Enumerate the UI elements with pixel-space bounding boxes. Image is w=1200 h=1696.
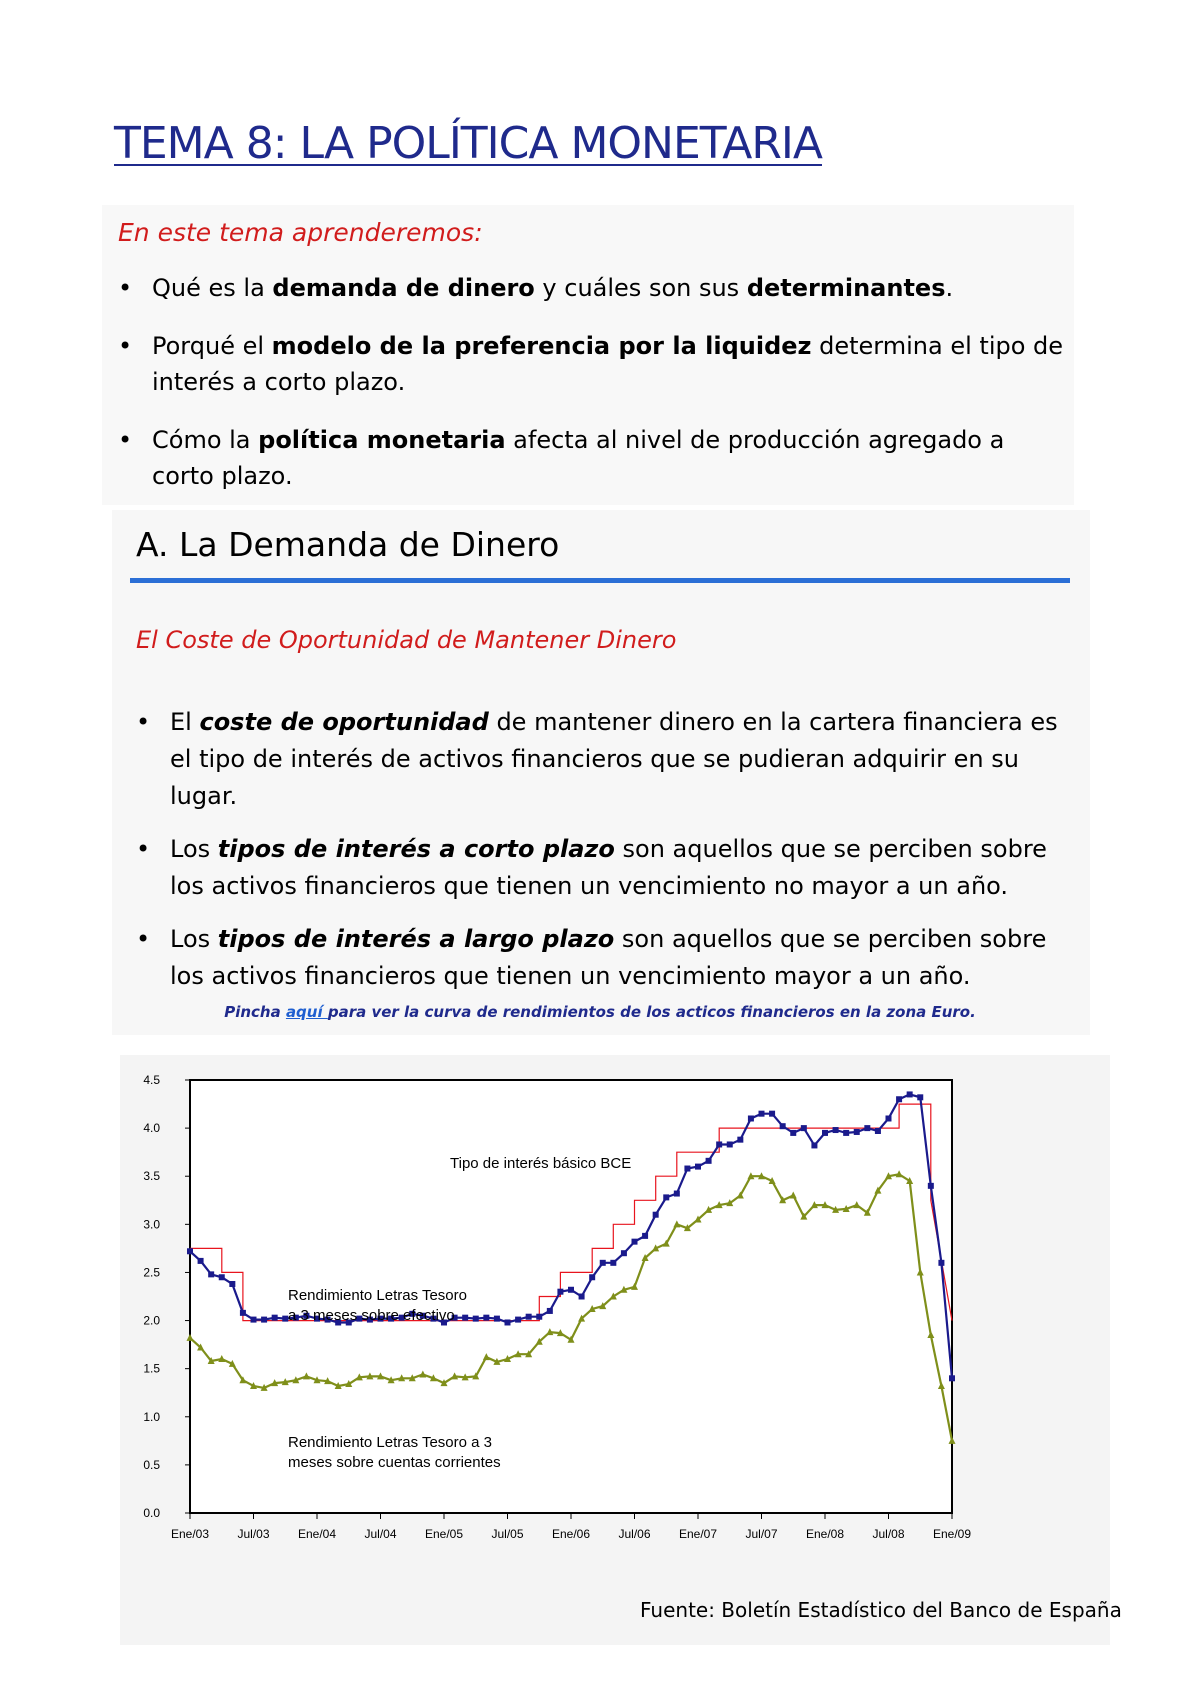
bullet-text-run: modelo de la preferencia por la liquidez xyxy=(271,332,812,360)
data-point xyxy=(727,1141,733,1147)
data-point xyxy=(769,1111,775,1117)
data-point xyxy=(759,1111,765,1117)
x-tick-label: Ene/05 xyxy=(424,1527,464,1541)
y-tick-label: 4.0 xyxy=(143,1121,160,1136)
data-point xyxy=(198,1258,204,1264)
y-tick-label: 4.5 xyxy=(143,1073,160,1087)
data-point xyxy=(505,1319,511,1325)
y-tick-label: 0.0 xyxy=(143,1506,160,1520)
yield-curve-link[interactable]: aquí xyxy=(285,1003,328,1021)
bullet-text-run: Los xyxy=(170,835,218,863)
data-point xyxy=(642,1233,648,1239)
data-point xyxy=(907,1091,913,1097)
bullet-text-run: Qué es la xyxy=(152,274,273,302)
data-point xyxy=(526,1314,532,1320)
chart-annotation: Rendimiento Letras Tesoro xyxy=(288,1287,467,1304)
data-point xyxy=(695,1164,701,1170)
bullet-item xyxy=(118,422,1068,494)
data-point xyxy=(864,1125,870,1131)
bullet-text-run: determina el tipo de interés a corto plazo. xyxy=(152,332,1064,396)
y-tick-label: 2.0 xyxy=(143,1313,160,1328)
data-point xyxy=(579,1294,585,1300)
x-tick-label: Jul/06 xyxy=(618,1527,651,1541)
x-tick-label: Ene/08 xyxy=(805,1527,845,1541)
data-point xyxy=(780,1123,786,1129)
data-point xyxy=(632,1239,638,1245)
bullet-text-run: de mantener dinero en la cartera financiera es el tipo de interés de activos financieros que se pudieran adquirir en su lugar. xyxy=(170,708,1058,810)
bullet-item xyxy=(118,270,1068,306)
bullet-item xyxy=(136,831,1086,905)
section-title: A. La Demanda de Dinero xyxy=(136,525,560,564)
x-tick-label: Ene/06 xyxy=(551,1527,591,1541)
bullet-text-run: coste de oportunidad xyxy=(199,708,489,736)
bullet-text-run: tipos de interés a corto plazo xyxy=(217,835,615,863)
data-point xyxy=(462,1315,468,1321)
data-point xyxy=(653,1212,659,1218)
bullet-text-run: son aquellos que se perciben sobre los activos financieros que tienen un vencimiento no mayor a un año. xyxy=(170,835,1047,900)
bullet-text-run: demanda de dinero xyxy=(272,274,535,302)
bullet-text-run: son aquellos que se perciben sobre los activos financieros que tienen un vencimiento mayor a un año. xyxy=(170,925,1047,990)
bullet-text-run: afecta al nivel de producción agregado a corto plazo. xyxy=(152,426,1005,490)
data-point xyxy=(208,1271,214,1277)
data-point xyxy=(790,1130,796,1136)
data-point xyxy=(938,1260,944,1266)
x-tick-label: Ene/07 xyxy=(678,1527,718,1541)
data-point xyxy=(843,1130,849,1136)
data-point xyxy=(833,1127,839,1133)
data-point xyxy=(473,1316,479,1322)
y-tick-label: 1.0 xyxy=(143,1409,160,1424)
data-point xyxy=(515,1317,521,1323)
data-point xyxy=(219,1274,225,1280)
bullet-text-run: El xyxy=(170,708,200,736)
chart-svg xyxy=(120,1055,1110,1645)
y-tick-label: 3.0 xyxy=(143,1217,160,1232)
data-point xyxy=(536,1314,542,1320)
bullet-item xyxy=(136,921,1086,995)
section-bullet-list xyxy=(136,704,1086,1011)
x-tick-label: Jul/03 xyxy=(237,1527,270,1541)
interest-rate-chart xyxy=(120,1055,1110,1645)
data-point xyxy=(748,1115,754,1121)
bullet-item xyxy=(118,328,1068,400)
bullet-text-run: política monetaria xyxy=(258,426,506,454)
data-point xyxy=(187,1248,193,1254)
data-point xyxy=(483,1315,489,1321)
intro-bullet-list xyxy=(118,270,1068,516)
section-subheading: El Coste de Oportunidad de Mantener Dinero xyxy=(136,626,677,654)
data-point xyxy=(261,1317,267,1323)
bullet-text-run: Porqué el xyxy=(152,332,272,360)
page-title: TEMA 8: LA POLÍTICA MONETARIA xyxy=(114,118,822,169)
data-point xyxy=(589,1274,595,1280)
bullet-text-run: y cuáles son sus xyxy=(534,274,747,302)
y-tick-label: 2.5 xyxy=(143,1265,160,1280)
data-point xyxy=(854,1129,860,1135)
y-tick-label: 1.5 xyxy=(143,1361,160,1376)
data-point xyxy=(600,1260,606,1266)
bullet-item xyxy=(136,704,1086,815)
x-tick-label: Jul/07 xyxy=(745,1527,778,1541)
x-tick-label: Jul/04 xyxy=(364,1527,397,1541)
data-point xyxy=(674,1191,680,1197)
data-point xyxy=(494,1316,500,1322)
bullet-text-run: Los xyxy=(170,925,218,953)
data-point xyxy=(240,1310,246,1316)
y-tick-label: 0.5 xyxy=(143,1457,160,1472)
chart-annotation: a 3 meses sobre efectivo xyxy=(288,1307,455,1324)
data-point xyxy=(610,1260,616,1266)
data-point xyxy=(547,1308,553,1314)
data-point xyxy=(706,1158,712,1164)
bullet-text-run: determinantes xyxy=(746,274,946,302)
intro-heading: En este tema aprenderemos: xyxy=(118,218,483,247)
x-tick-label: Jul/08 xyxy=(872,1527,905,1541)
chart-annotation: meses sobre cuentas corrientes xyxy=(288,1454,501,1471)
source-note: Fuente: Boletín Estadístico del Banco de España xyxy=(640,1598,1122,1622)
link-note-suffix: para ver la curva de rendimientos de los acticos financieros en la zona Euro. xyxy=(327,1003,976,1021)
data-point xyxy=(684,1166,690,1172)
data-point xyxy=(886,1115,892,1121)
data-point xyxy=(811,1142,817,1148)
data-point xyxy=(949,1375,955,1381)
data-point xyxy=(928,1183,934,1189)
data-point xyxy=(822,1130,828,1136)
data-point xyxy=(663,1194,669,1200)
data-point xyxy=(896,1096,902,1102)
data-point xyxy=(229,1281,235,1287)
data-point xyxy=(737,1137,743,1143)
x-tick-label: Ene/09 xyxy=(932,1527,972,1541)
data-point xyxy=(716,1141,722,1147)
data-point xyxy=(917,1094,923,1100)
bullet-text-run: Cómo la xyxy=(152,426,259,454)
data-point xyxy=(272,1315,278,1321)
x-tick-label: Jul/05 xyxy=(491,1527,524,1541)
data-point xyxy=(568,1287,574,1293)
data-point xyxy=(557,1289,563,1295)
chart-annotation: Rendimiento Letras Tesoro a 3 xyxy=(288,1434,493,1451)
data-point xyxy=(621,1250,627,1256)
section-divider xyxy=(130,578,1070,583)
link-note-prefix: Pincha xyxy=(224,1003,286,1021)
x-tick-label: Ene/03 xyxy=(170,1527,210,1541)
bullet-text-run: . xyxy=(945,274,954,302)
link-note xyxy=(120,1003,1080,1021)
bullet-text-run: tipos de interés a largo plazo xyxy=(217,925,615,953)
chart-annotation: Tipo de interés básico BCE xyxy=(450,1155,632,1172)
x-tick-label: Ene/04 xyxy=(297,1527,337,1541)
y-tick-label: 3.5 xyxy=(143,1169,160,1184)
data-point xyxy=(251,1317,257,1323)
data-point xyxy=(875,1128,881,1134)
data-point xyxy=(801,1125,807,1131)
